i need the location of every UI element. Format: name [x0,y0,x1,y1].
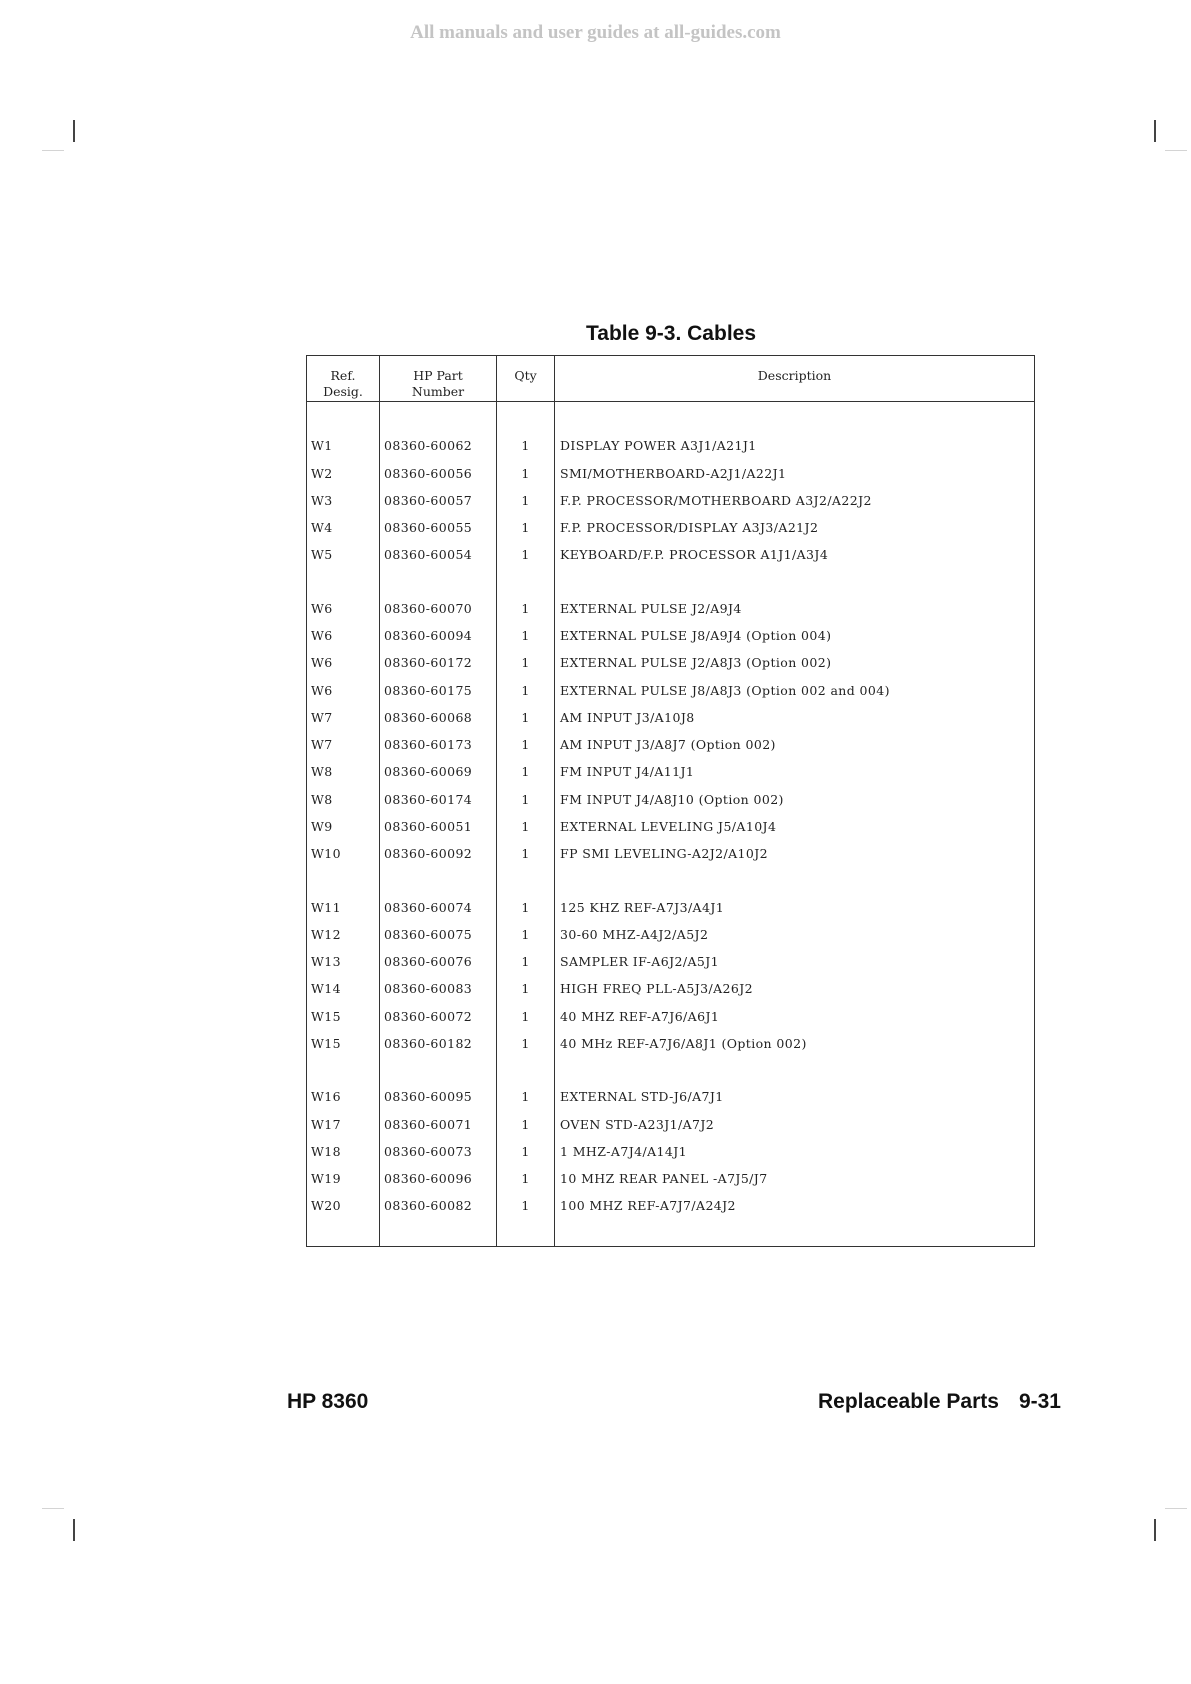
part-number-cell: 08360-60075 [380,921,497,948]
qty-cell: 1 [497,1083,555,1110]
qty-cell: 1 [497,1110,555,1137]
table-row [307,432,1035,459]
part-number-cell: 08360-60074 [380,894,497,921]
header-part-line1: HP Part [413,368,463,383]
part-number-cell: 08360-60094 [380,622,497,649]
header-part-line2: Number [411,384,465,399]
crop-mark-bottom-right-tick [1165,1508,1187,1509]
spacer-cell [380,1057,497,1083]
ref-desig-cell: W5 [311,547,333,563]
part-number-cell: 08360-60173 [380,731,497,758]
description-cell: EXTERNAL PULSE J2/A9J4 [555,595,1035,622]
table-row [307,948,1035,975]
ref-desig-cell: W15 [311,1008,341,1024]
qty-cell: 1 [497,758,555,785]
qty-cell: 1 [497,514,555,541]
table-row [307,921,1035,948]
table-row [307,1192,1035,1219]
ref-desig-cell: W7 [311,709,333,725]
qty-cell: 1 [497,677,555,704]
header-hp-part-number [380,356,497,402]
description-cell: SMI/MOTHERBOARD-A2J1/A22J1 [555,460,1035,487]
description-cell: OVEN STD-A23J1/A7J2 [555,1110,1035,1137]
description-cell: EXTERNAL STD-J6/A7J1 [555,1083,1035,1110]
spacer-cell [555,1219,1035,1246]
crop-mark-top-right-tick [1165,150,1187,151]
description-cell: 30-60 MHZ-A4J2/A5J2 [555,921,1035,948]
table-row [307,894,1035,921]
part-number-cell: 08360-60175 [380,677,497,704]
description-cell: 1 MHZ-A7J4/A14J1 [555,1138,1035,1165]
description-cell: F.P. PROCESSOR/DISPLAY A3J3/A21J2 [555,514,1035,541]
ref-desig-cell: W6 [311,600,333,616]
cables-table [306,355,1035,1247]
qty-cell: 1 [497,1003,555,1030]
group-spacer-row [307,867,1035,893]
spacer-cell [380,402,497,433]
ref-desig-cell: W2 [311,465,333,481]
crop-mark-bottom-right [1154,1519,1156,1541]
footer-page-number: 9-31 [1018,1390,1061,1413]
ref-desig-cell: W3 [311,492,333,508]
description-cell: EXTERNAL PULSE J2/A8J3 (Option 002) [555,649,1035,676]
table-row [307,595,1035,622]
qty-cell: 1 [497,649,555,676]
table-row [307,1138,1035,1165]
part-number-cell: 08360-60073 [380,1138,497,1165]
qty-cell: 1 [497,786,555,813]
spacer-cell [497,867,555,893]
table-row [307,1003,1035,1030]
spacer-cell [555,867,1035,893]
ref-desig-cell: W18 [311,1143,341,1159]
qty-cell: 1 [497,1165,555,1192]
ref-desig-cell: W6 [311,655,333,671]
part-number-cell: 08360-60070 [380,595,497,622]
ref-desig-cell: W12 [311,926,341,942]
description-cell: 125 KHZ REF-A7J3/A4J1 [555,894,1035,921]
qty-cell: 1 [497,1192,555,1219]
ref-desig-cell: W1 [311,438,333,454]
table-row [307,487,1035,514]
description-cell: KEYBOARD/F.P. PROCESSOR A1J1/A3J4 [555,541,1035,568]
table-row [307,975,1035,1002]
description-cell: EXTERNAL PULSE J8/A8J3 (Option 002 and 004) [555,677,1035,704]
header-description: Description [555,356,1035,402]
crop-mark-top-left [73,120,75,142]
table-row [307,1110,1035,1137]
part-number-cell: 08360-60076 [380,948,497,975]
ref-desig-cell: W10 [311,846,341,862]
ref-desig-cell: W16 [311,1089,341,1105]
description-cell: F.P. PROCESSOR/MOTHERBOARD A3J2/A22J2 [555,487,1035,514]
spacer-cell [497,402,555,433]
spacer-row [307,402,1035,433]
qty-cell: 1 [497,731,555,758]
table-row [307,840,1035,867]
qty-cell: 1 [497,622,555,649]
crop-mark-bottom-left [73,1519,75,1541]
table-header-row [307,356,1035,402]
spacer-cell [380,867,497,893]
ref-desig-cell: W4 [311,520,333,536]
ref-desig-cell: W9 [311,818,333,834]
spacer-cell [497,569,555,595]
qty-cell: 1 [497,595,555,622]
table-row [307,460,1035,487]
qty-cell: 1 [497,948,555,975]
header-ref-line1: Ref. [330,368,356,383]
part-number-cell: 08360-60095 [380,1083,497,1110]
spacer-cell [307,1057,380,1083]
description-cell: 40 MHz REF-A7J6/A8J1 (Option 002) [555,1030,1035,1057]
ref-desig-cell: W15 [311,1035,341,1051]
ref-desig-cell: W17 [311,1116,341,1132]
ref-desig-cell: W6 [311,628,333,644]
description-cell: AM INPUT J3/A8J7 (Option 002) [555,731,1035,758]
table-row [307,1083,1035,1110]
spacer-cell [555,402,1035,433]
table-row [307,677,1035,704]
group-spacer-row [307,569,1035,595]
spacer-cell [555,569,1035,595]
qty-cell: 1 [497,460,555,487]
crop-mark-top-left-tick [42,150,64,151]
part-number-cell: 08360-60174 [380,786,497,813]
crop-mark-bottom-left-tick [42,1508,64,1509]
description-cell: FP SMI LEVELING-A2J2/A10J2 [555,840,1035,867]
table-row [307,786,1035,813]
ref-desig-cell: W8 [311,791,333,807]
table-row [307,731,1035,758]
watermark: All manuals and user guides at all-guides.com [410,22,781,43]
qty-cell: 1 [497,1030,555,1057]
part-number-cell: 08360-60182 [380,1030,497,1057]
header-qty: Qty [497,356,555,402]
part-number-cell: 08360-60072 [380,1003,497,1030]
header-ref-desig [307,356,380,402]
footer-section [818,1390,1061,1414]
part-number-cell: 08360-60083 [380,975,497,1002]
table-row [307,622,1035,649]
part-number-cell: 08360-60096 [380,1165,497,1192]
description-cell: SAMPLER IF-A6J2/A5J1 [555,948,1035,975]
part-number-cell: 08360-60082 [380,1192,497,1219]
spacer-cell [380,1219,497,1246]
ref-desig-cell: W6 [311,682,333,698]
table-row [307,704,1035,731]
spacer-cell [380,569,497,595]
qty-cell: 1 [497,1138,555,1165]
qty-cell: 1 [497,487,555,514]
qty-cell: 1 [497,894,555,921]
ref-desig-cell: W20 [311,1198,341,1214]
part-number-cell: 08360-60071 [380,1110,497,1137]
description-cell: 100 MHZ REF-A7J7/A24J2 [555,1192,1035,1219]
ref-desig-cell: W14 [311,981,341,997]
part-number-cell: 08360-60092 [380,840,497,867]
part-number-cell: 08360-60068 [380,704,497,731]
spacer-cell [497,1057,555,1083]
table-row [307,514,1035,541]
qty-cell: 1 [497,840,555,867]
table-row [307,1030,1035,1057]
group-spacer-row [307,1057,1035,1083]
part-number-cell: 08360-60054 [380,541,497,568]
table-body [307,402,1035,1247]
qty-cell: 1 [497,432,555,459]
part-number-cell: 08360-60057 [380,487,497,514]
qty-cell: 1 [497,921,555,948]
spacer-cell [307,402,380,433]
qty-cell: 1 [497,541,555,568]
qty-cell: 1 [497,704,555,731]
ref-desig-cell: W13 [311,954,341,970]
part-number-cell: 08360-60056 [380,460,497,487]
table-row [307,813,1035,840]
spacer-cell [307,1219,380,1246]
ref-desig-cell: W11 [311,899,341,915]
ref-desig-cell: W8 [311,764,333,780]
spacer-cell [307,867,380,893]
description-cell: EXTERNAL PULSE J8/A9J4 (Option 004) [555,622,1035,649]
crop-mark-top-right [1154,120,1156,142]
table-row [307,1165,1035,1192]
footer-product-name: HP 8360 [287,1390,369,1413]
qty-cell: 1 [497,813,555,840]
part-number-cell: 08360-60172 [380,649,497,676]
description-cell: FM INPUT J4/A8J10 (Option 002) [555,786,1035,813]
header-ref-line2: Desig. [323,384,363,399]
spacer-cell [555,1057,1035,1083]
description-cell: FM INPUT J4/A11J1 [555,758,1035,785]
qty-cell: 1 [497,975,555,1002]
spacer-row [307,1219,1035,1246]
table-row [307,649,1035,676]
table-row [307,541,1035,568]
part-number-cell: 08360-60055 [380,514,497,541]
description-cell: AM INPUT J3/A10J8 [555,704,1035,731]
description-cell: 40 MHZ REF-A7J6/A6J1 [555,1003,1035,1030]
description-cell: 10 MHZ REAR PANEL -A7J5/J7 [555,1165,1035,1192]
ref-desig-cell: W19 [311,1171,341,1187]
table-row [307,758,1035,785]
description-cell: HIGH FREQ PLL-A5J3/A26J2 [555,975,1035,1002]
table-title: Table 9-3. Cables [586,322,757,345]
part-number-cell: 08360-60051 [380,813,497,840]
description-cell: EXTERNAL LEVELING J5/A10J4 [555,813,1035,840]
part-number-cell: 08360-60069 [380,758,497,785]
ref-desig-cell: W7 [311,737,333,753]
description-cell: DISPLAY POWER A3J1/A21J1 [555,432,1035,459]
footer-section-title: Replaceable Parts [818,1390,999,1413]
part-number-cell: 08360-60062 [380,432,497,459]
spacer-cell [497,1219,555,1246]
spacer-cell [307,569,380,595]
